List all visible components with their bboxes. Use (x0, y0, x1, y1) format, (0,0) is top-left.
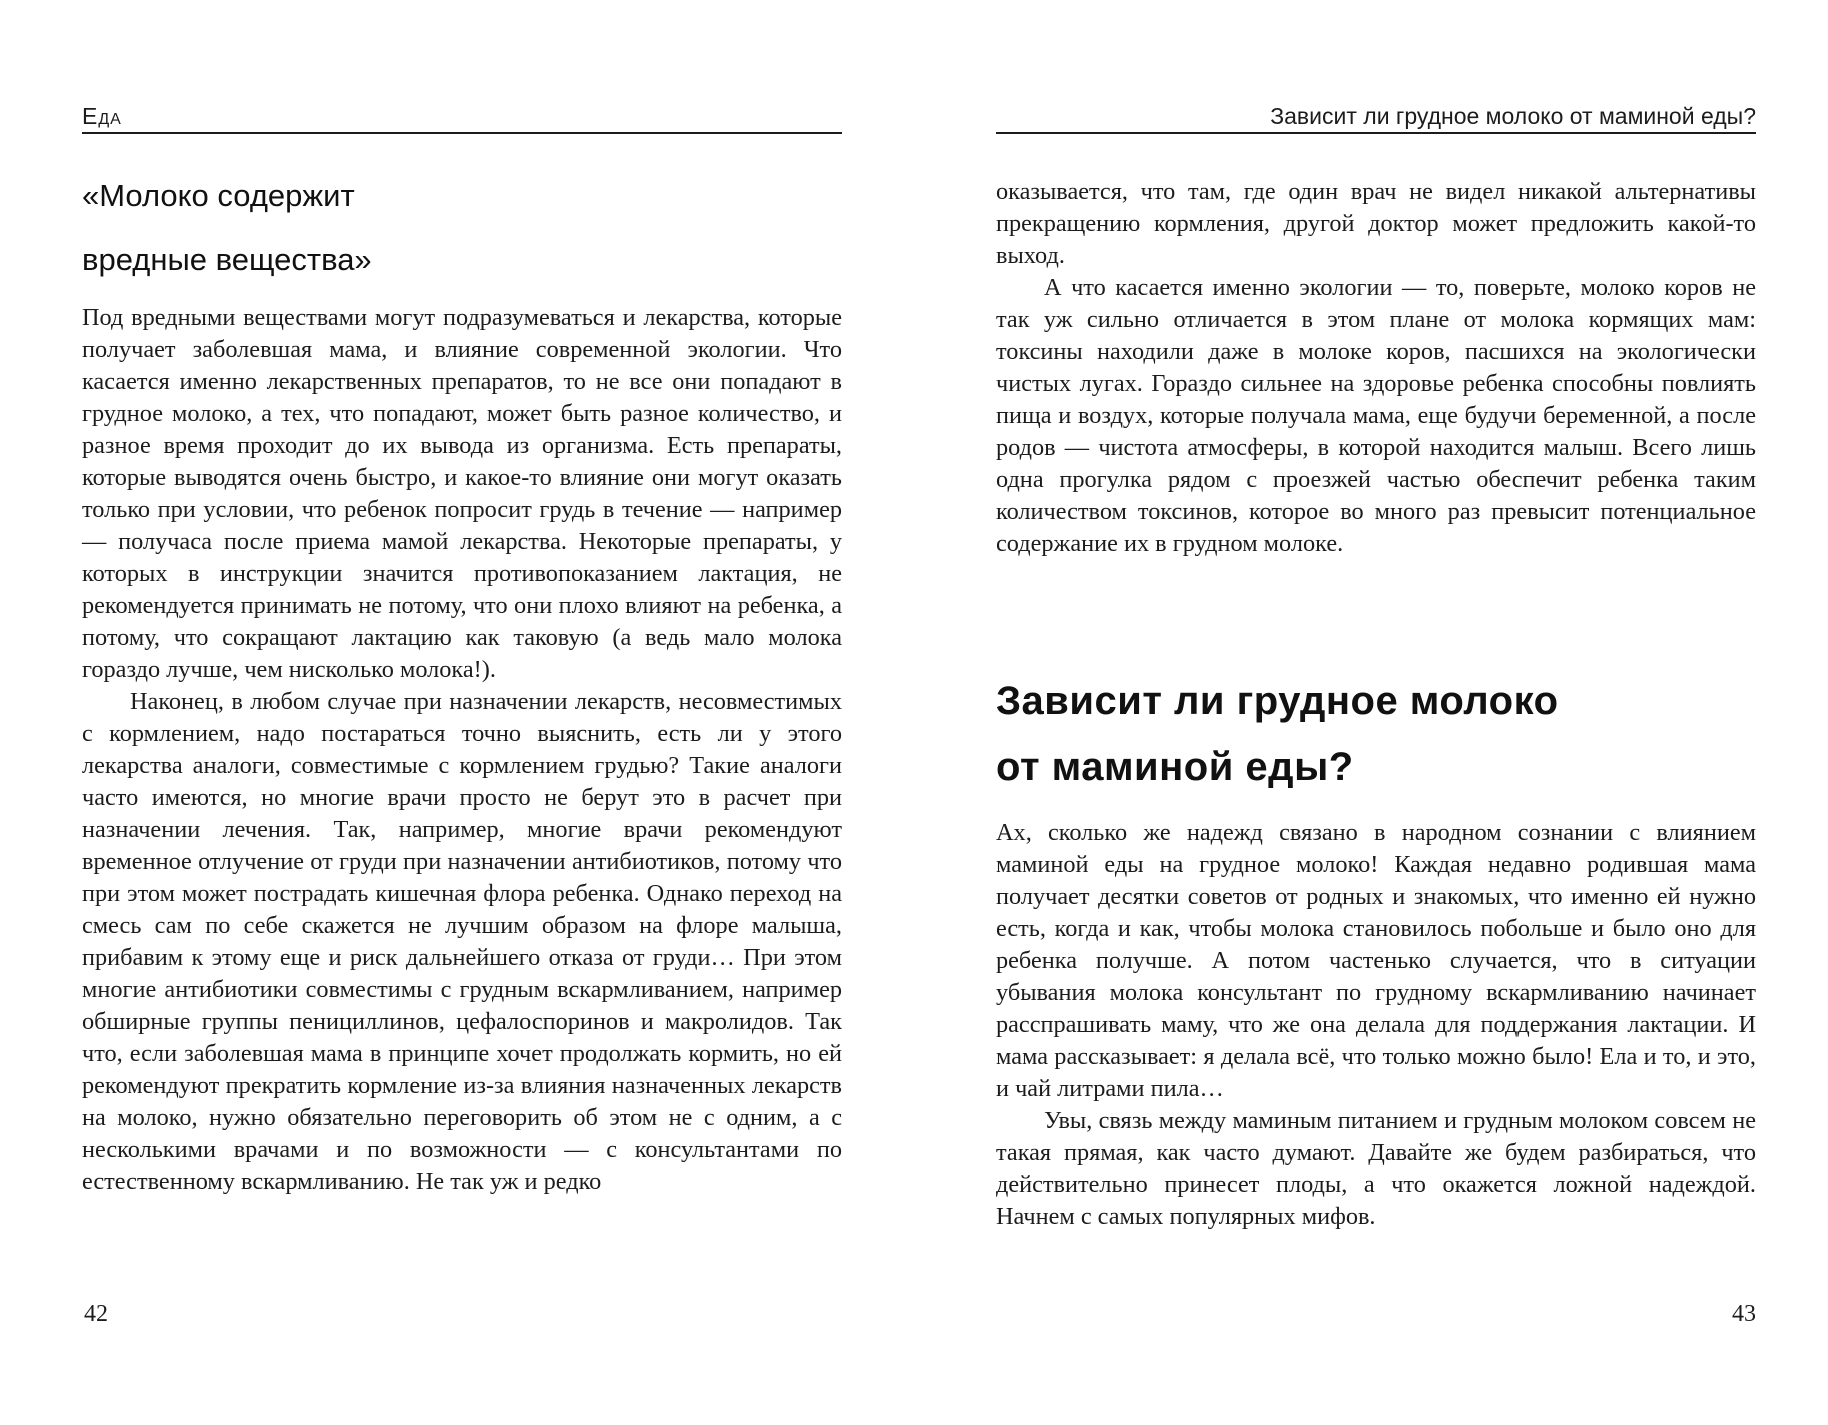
body-text-right-bottom (996, 817, 1756, 1233)
paragraph: Ах, сколько же надежд связано в народном сознании с влиянием маминой еды на грудное молоко! Каждая недавно родившая мама получает десятки советов от родных и знакомых, что именно ей нужно есть, когда и как, чтобы молока становилось побольше и было оно для ребенка получше. А потом частенько случается, что в ситуации убывания молока консультант по грудному вскармливанию начинает расспрашивать маму, что же она делала для поддержания лактации. И мама рассказывает: я делала всё, что только можно было! Ела и то, и это, и чай литрами пила… (996, 819, 1756, 1102)
body-text-right-top (996, 176, 1756, 560)
paragraph: Под вредными веществами могут подразумеваться и лекарства, которые получает заболевшая мама, и влияние современной экологии. Что касается именно лекарственных препаратов, то не все они попадают в грудное молоко, а тех, что попадают, может быть разное количество, и разное время проходит до их вывода из организма. Есть препараты, которые выводятся очень быстро, и какое-то влияние они могут оказать только при условии, что ребенок попросит грудь в течение — например — получаса после приема мамой лекарства. Некоторые препараты, у которых в инструкции значится противопоказанием лактация, не рекомендуется принимать не потому, что они плохо влияют на ребенка, а потому, что сокращают лактацию как таковую (а ведь мало молока гораздо лучше, чем нисколько молока!). (82, 304, 842, 683)
paragraph: А что касается именно экологии — то, поверьте, молоко коров не так уж сильно отличается в этом плане от молока кормящих мам: токсины находили даже в молоке коров, пасшихся на экологически чистых лугах. Гораздо сильнее на здоровье ребенка способны повлиять пища и воздух, которые получала мама, еще будучи беременной, а после родов — чистота атмосферы, в которой находится малыш. Всего лишь одна прогулка рядом с проезжей частью обеспечит ребенка таким количеством токсинов, которое во много раз превысит потенциальное содержание их в грудном молоке. (996, 274, 1756, 557)
paragraph: оказывается, что там, где один врач не видел никакой альтернативы прекращению кормления, другой доктор может предложить какой-то выход. (996, 178, 1756, 269)
running-head-right: Зависит ли грудное молоко от маминой еды? (996, 100, 1756, 134)
section-title-line: «Молоко содержит (82, 178, 355, 213)
page-number-left: 42 (84, 1301, 108, 1327)
section-title-right (996, 668, 1756, 800)
running-head-left: Еда (82, 100, 842, 134)
page-number-right: 43 (1732, 1301, 1756, 1327)
paragraph: Наконец, в любом случае при назначении лекарств, несовместимых с кормлением, надо постараться точно выяснить, есть ли у этого лекарства аналоги, совместимые с кормлением грудью? Такие аналоги часто имеются, но многие врачи просто не берут это в расчет при назначении лечения. Так, например, многие врачи рекомендуют временное отлучение от груди при назначении антибиотиков, потому что при этом может пострадать кишечная флора ребенка. Однако переход на смесь сам по себе скажется не лучшим образом на флоре малыша, прибавим к этому еще и риск дальнейшего отказа от груди… При этом многие антибиотики совместимы с грудным вскармливанием, например обширные группы пенициллинов, цефалоспоринов и макролидов. Так что, если заболевшая мама в принципе хочет продолжать кормить, но ей рекомендуют прекратить кормление из-за влияния назначенных лекарств на молоко, нужно обязательно переговорить об этом не с одним, а с несколькими врачами и по возможности — с консультантами по естественному вскармливанию. Не так уж и редко (82, 688, 842, 1195)
paragraph: Увы, связь между маминым питанием и грудным молоком совсем не такая прямая, как часто думают. Давайте же будем разбираться, что действительно принесет плоды, а что окажется ложной надеждой. Начнем с самых популярных мифов. (996, 1107, 1756, 1230)
right-page (996, 0, 1756, 1425)
left-page (82, 0, 842, 1425)
section-title-line: от маминой еды? (996, 745, 1354, 789)
section-title-line: вредные вещества» (82, 242, 372, 277)
body-text-left (82, 302, 842, 1198)
section-title-line: Зависит ли грудное молоко (996, 679, 1559, 723)
section-title-left (82, 164, 842, 292)
